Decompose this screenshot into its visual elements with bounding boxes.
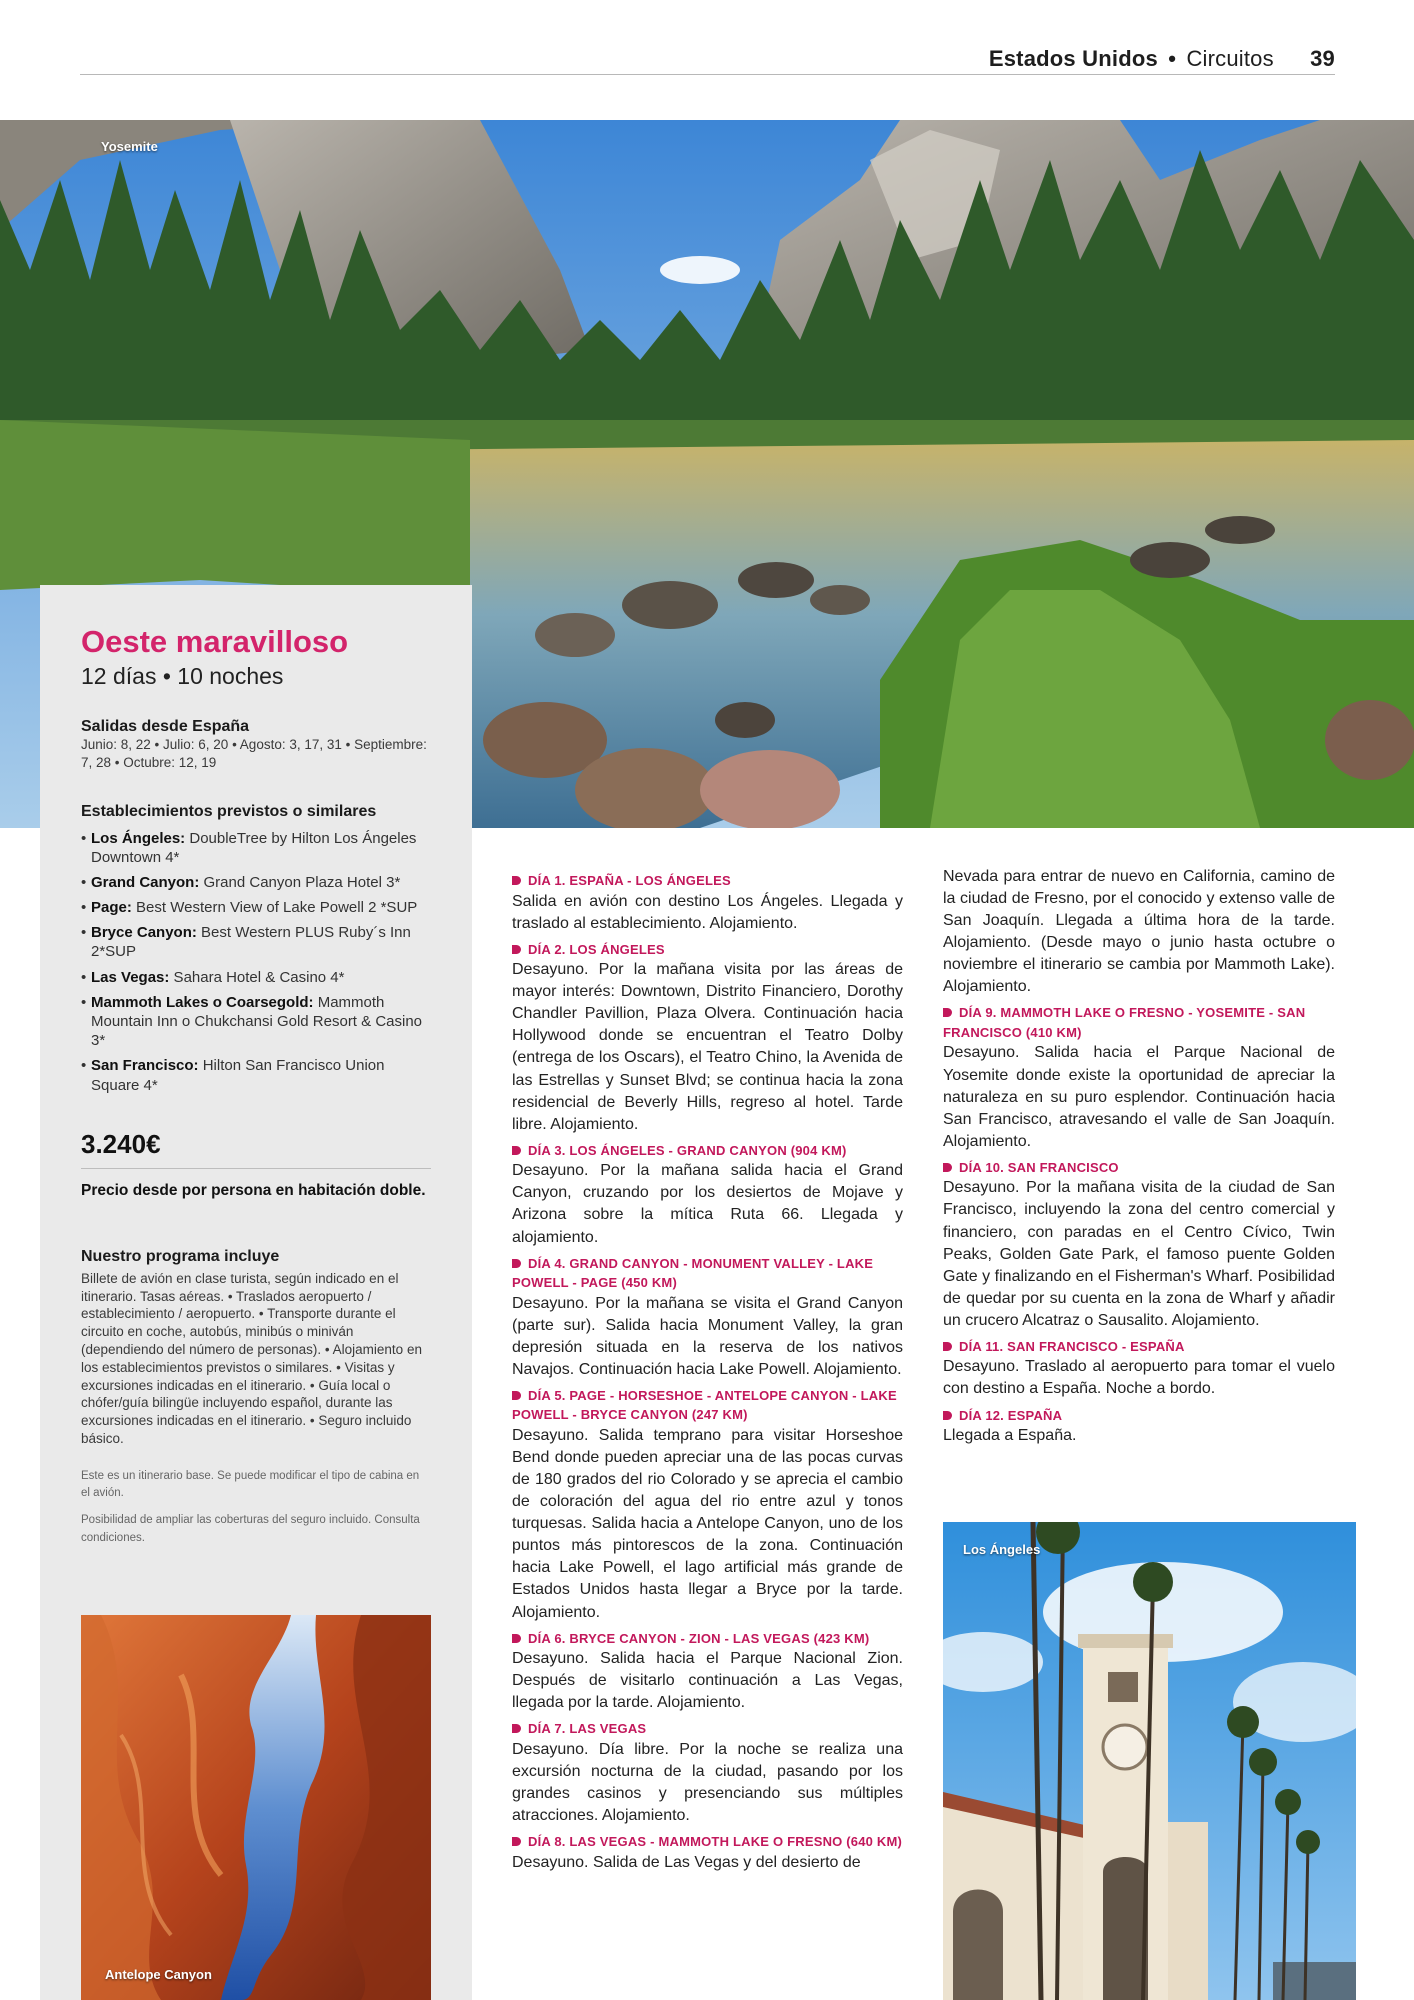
hotel-name: Hilton San Francisco Union Square 4* [91,1057,385,1094]
itinerary-day [512,1629,903,1715]
day-description: Desayuno. Por la mañana se visita el Grand Canyon (parte sur). Salida hacia Monument Valley, la gran depresión situada en la reserva de los nativos Navajos. Continuación hacia Lake Powell. Alojamiento. [512,1294,903,1378]
hotel-name: DoubleTree by Hilton Los Ángeles Downtown 4* [91,829,417,866]
day-title-text: DÍA 9. MAMMOTH LAKE O FRESNO - YOSEMITE - SAN FRANCISCO (410 KM) [943,1005,1306,1040]
list-item [81,898,431,917]
itinerary-day [512,940,903,1136]
departures-title: Salidas desde España [81,718,250,736]
day-description: Salida en avión con destino Los Ángeles. Llegada y traslado al establecimiento. Alojamiento. [512,892,903,932]
day-title-text: DÍA 12. ESPAÑA [959,1407,1063,1423]
hotel-city: Las Vegas: [91,968,170,986]
day-description: Desayuno. Día libre. Por la noche se realiza una excursión nocturna de la ciudad, pasando por los grandes casinos y presenciando sus múltiples atracciones. Alojamiento. [512,1740,903,1825]
day-title [943,1337,1335,1357]
hotel-list [81,829,431,1095]
day-marker-icon [512,876,521,885]
day-description: Desayuno. Traslado al aeropuerto para tomar el vuelo con destino a España. Noche a bordo. [943,1358,1335,1398]
day-title [943,1158,1335,1178]
running-head [989,46,1335,72]
price-amount: 3.240€ [81,1129,431,1169]
insurance-note: Posibilidad de ampliar las coberturas del seguro incluido. Consulta condiciones. [81,1514,420,1544]
day-marker-icon [512,1724,521,1733]
hotel-city: Grand Canyon: [91,873,200,891]
day-marker-icon [943,1411,952,1420]
trip-duration: 12 días • 10 noches [81,663,284,690]
day-description: Desayuno. Por la mañana visita de la ciudad de San Francisco, incluyendo la zona del centro comercial y financiero, con paradas en el Centro Cívico, Twin Peaks, Golden Gate Park, el famoso puente Golden Gate y finalizando en el Fisherman's Wharf. Posibilidad de quedar por su cuenta en la zona de Wharf y añadir un crucero Alcatraz o Sausalito. Alojamiento. [943,1179,1335,1329]
los-angeles-image [943,1522,1356,2000]
day-8-continued: Nevada para entrar de nuevo en California, camino de la ciudad de Fresno, por el conocido y extenso valle de San Joaquín. Llegada a última hora de la tarde. Alojamiento. (Desde mayo o junio hasta octubre o noviembre el itinerario se cambia por Mammoth Lake). Alojamiento. [943,868,1335,996]
day-marker-icon [512,1634,521,1643]
trip-title: Oeste maravilloso [81,624,349,659]
itinerary-column-1 [512,866,903,1879]
day-marker-icon [943,1163,952,1172]
hotel-name: Sahara Hotel & Casino 4* [169,968,345,986]
day-title [512,1386,903,1425]
day-marker-icon [512,1259,521,1268]
day-marker-icon [512,1391,521,1400]
day-marker-icon [512,1837,521,1846]
header-separator: • [1168,46,1177,71]
day-title [512,940,903,960]
hotel-name: Best Western PLUS Ruby´s Inn 2*SUP [91,924,411,961]
day-title [512,871,903,891]
day-title [512,1254,903,1293]
includes-title: Nuestro programa incluye [81,1247,280,1265]
hotel-name: Grand Canyon Plaza Hotel 3* [199,873,401,891]
la-photo-caption: Los Ángeles [963,1542,1041,1557]
hero-photo-caption: Yosemite [101,139,158,154]
day-marker-icon [943,1342,952,1351]
departures-dates: Junio: 8, 22 • Julio: 6, 20 • Agosto: 3, 17, 31 • Septiembre: 7, 28 • Octubre: 12, 19 [81,737,427,771]
day-description: Desayuno. Por la mañana visita por las áreas de mayor interés: Downtown, Distrito Financiero, Dorothy Chandler Pavillion, Plaza Olvera. Continuación hacia Hollywood donde se encuentran el Teatro Dolby (entrega de los Oscars), el Teatro Chino, la Avenida de las Estrellas y Sunset Blvd; se continua hacia la zona residencial de Beverly Hills, regreso al hotel. Tarde libre. Alojamiento. [512,961,903,1133]
day-description: Desayuno. Salida hacia el Parque Nacional Zion. Después de visitarlo continuación a Las Vegas, llegada por la tarde. Alojamiento. [512,1650,903,1712]
day-title [512,1832,903,1852]
itinerary-day [512,1386,903,1624]
day-marker-icon [512,1146,521,1155]
list-item [81,993,431,1051]
list-item [81,1056,431,1094]
list-item [81,873,431,892]
itinerary-day [943,1406,1335,1448]
header-country: Estados Unidos [988,46,1158,71]
list-item [81,968,431,987]
header-section: Circuitos [1186,46,1274,71]
includes-text: Billete de avión en clase turista, según indicado en el itinerario. Tasas aéreas. • Traslados aeropuerto / establecimiento / aeropuerto. • Transporte durante el circuito en coche, autobús, minibús o miniván (dependiendo del número de personas). • Alojamiento en los establecimientos previstos o similares. • Visitas y excursiones indicadas en el itinerario. • Guía local o chófer/guía bilingüe incluyendo español, durante las excursiones indicadas en el itinerario. • Seguro incluido básico. [81,1270,422,1447]
list-item [81,829,431,867]
day-title-text: DÍA 5. PAGE - HORSESHOE - ANTELOPE CANYON - LAKE POWELL - BRYCE CANYON (247 KM) [512,1387,897,1423]
day-title [943,1406,1335,1426]
day-title-text: DÍA 4. GRAND CANYON - MONUMENT VALLEY - LAKE POWELL - PAGE (450 KM) [512,1255,874,1291]
day-description: Desayuno. Salida de Las Vegas y del desierto de [512,1853,861,1871]
page-number: 39 [1310,46,1335,71]
day-title [943,1003,1335,1042]
itinerary-day [512,1832,903,1874]
day-marker-icon [943,1008,952,1017]
day-title-text: DÍA 8. LAS VEGAS - MAMMOTH LAKE O FRESNO (640 KM) [528,1834,903,1850]
day-title [512,1141,903,1161]
trip-info-content [81,625,431,1547]
day-title [512,1719,903,1739]
itinerary-day [943,1003,1335,1152]
day-description: Desayuno. Salida hacia el Parque Nacional de Yosemite donde existe la oportunidad de apreciar la naturaleza en su puro esplendor. Continuación hacia San Francisco, atravesando el valle de San Joaquín. Alojamiento. [943,1044,1335,1150]
hotel-city: Mammoth Lakes o Coarsegold: [91,993,314,1011]
hotel-name: Best Western View of Lake Powell 2 *SUP [131,899,418,917]
page-header [80,42,1335,75]
itinerary-day [943,1337,1335,1401]
day-title [512,1629,903,1649]
list-item [81,923,431,961]
photo-los-angeles [943,1522,1356,2000]
day-title-text: DÍA 3. LOS ÁNGELES - GRAND CANYON (904 KM) [528,1142,847,1158]
day-title-text: DÍA 2. LOS ÁNGELES [528,941,665,957]
itinerary-column-2 [943,866,1335,1452]
antelope-canyon-image [81,1615,431,2000]
day-description: Llegada a España. [943,1427,1077,1445]
price-note: Precio desde por persona en habitación doble. [81,1181,426,1199]
day-description: Desayuno. Por la mañana salida hacia el Grand Canyon, cruzando por los desiertos de Mojave y Arizona sobre la mítica Ruta 66. Llegada y alojamiento. [512,1162,903,1246]
day-title-text: DÍA 7. LAS VEGAS [528,1721,647,1737]
hotel-city: Bryce Canyon: [91,924,197,942]
day-title-text: DÍA 6. BRYCE CANYON - ZION - LAS VEGAS (423 KM) [528,1630,870,1646]
hotels-title: Establecimientos previstos o similares [81,802,377,820]
antelope-photo-caption: Antelope Canyon [105,1967,212,1982]
day-title-text: DÍA 11. SAN FRANCISCO - ESPAÑA [959,1338,1185,1354]
itinerary-day [512,1254,903,1381]
day-title-text: DÍA 1. ESPAÑA - LOS ÁNGELES [528,873,731,888]
hotel-city: Los Ángeles: [91,829,186,847]
hotel-name: Mammoth Mountain Inn o Chukchansi Gold Resort & Casino 3* [91,993,423,1050]
itinerary-day [512,871,903,935]
hotel-city: Page: [91,899,132,917]
photo-antelope-canyon [81,1615,431,2000]
itinerary-note: Este es un itinerario base. Se puede modificar el tipo de cabina en el avión. [81,1469,420,1500]
itinerary-day [943,1158,1335,1332]
day-marker-icon [512,945,521,954]
day-title-text: DÍA 10. SAN FRANCISCO [959,1159,1119,1175]
hotel-city: San Francisco: [91,1057,199,1075]
itinerary-day [512,1719,903,1827]
day-description: Desayuno. Salida temprano para visitar Horseshoe Bend donde pueden apreciar una de las pocas curvas de 180 grados del rio Colorado y se aprecia el cambio de coloración del agua del rio entre azul y tonos turquesas. Salida hacia a Antelope Canyon, uno de los puntos más pintorescos de la zona. Continuación hacia Lake Powell, el lago artificial más grande de Estados Unidos hasta llegar a Bryce por la tarde. Alojamiento. [512,1426,903,1621]
itinerary-day [512,1141,903,1249]
